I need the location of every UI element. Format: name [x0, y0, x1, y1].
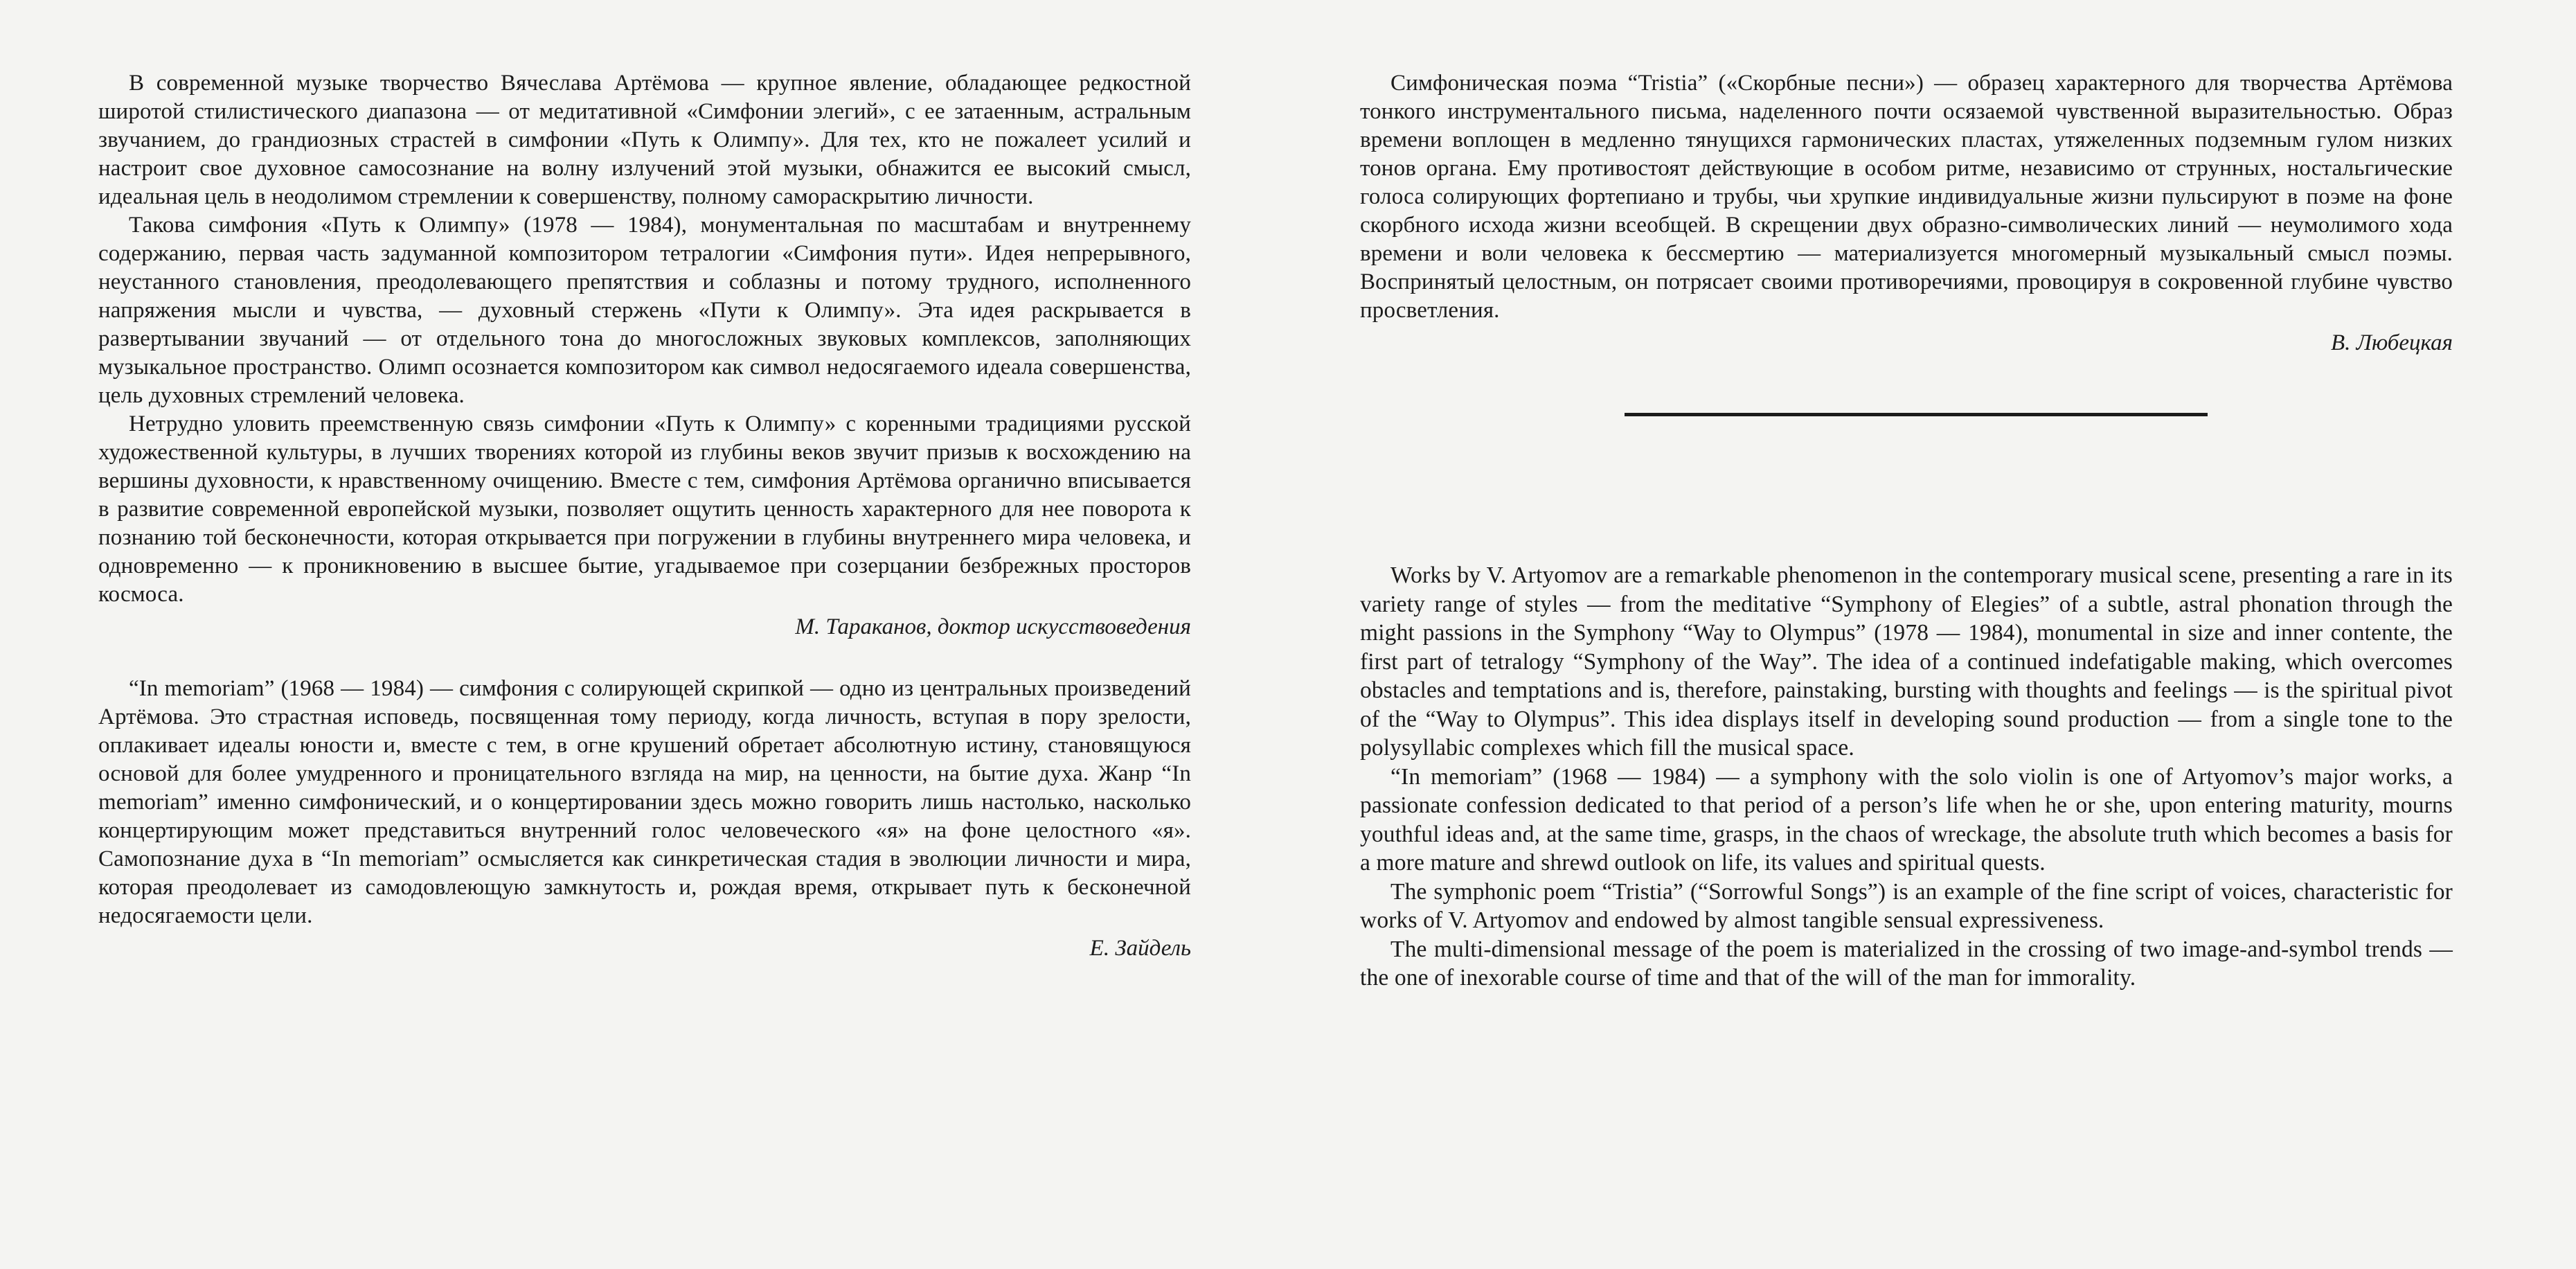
paragraph: В современной музыке творчество Вячеслава Артёмова — крупное явление, обладающее редкостной широтой стилистического диапазона — от медитативной «Симфонии элегий», с ее затаенным, астральным звучанием, до грандиозных страстей в симфонии «Путь к Олимпу». Для тех, кто не пожалеет усилий и настроит свое духовное самосознание на волну излучений этой музыки, обнажится ее высокий смысл, идеальная цель в неодолимом стремлении к совершенству, полному самораскрытию личности.	[98, 71, 1191, 209]
paragraph: Works by V. Artyomov are a remarkable phenomenon in the contemporary musical scene, presenting a rare in its variety range of styles — from the meditative “Symphony of Elegies” of a subtle, astral phonation through the might passions in the Symphony “Way to Olympus” (1978 — 1984), monumental in size and inner contente, the first part of tetralogy “Symphony of the Way”. The idea of a continued indefatigable making, which overcomes obstacles and temptations and is, therefore, painstaking, bursting with thoughts and feelings — is the spiritual pivot of the “Way to Olympus”. This idea displays itself in developing sound production — from a single tone to the polysyllabic complexes which fill the musical space.	[1360, 562, 2453, 761]
paragraph: Нетрудно уловить преемственную связь симфонии «Путь к Олимпу» с коренными традициями русской художественной культуры, в лучших творениях которой из глубины веков звучит призыв к восхождению на вершины духовности, к нравственному очищению. Вместе с тем, симфония Артёмова органично вписывается в развитие современной европейской музыки, позволяет ощутить ценность характерного для нее поворота к познанию той бесконечности, которая открывается при погружении в глубины внутреннего мира человека, и одновременно — к проникновению в высшее бытие, угадываемое при созерцании безбрежных просторов космоса.	[98, 411, 1191, 607]
paragraph: Такова симфония «Путь к Олимпу» (1978 — 1984), монументальная по масштабам и внутреннему содержанию, первая часть задуманной композитором тетралогии «Симфония пути». Идея непрерывного, неустанного становления, преодолевающего препятствия и соблазны и потому трудного, исполненного напряжения мысли и чувства, — духовный стержень «Пути к Олимпу». Эта идея раскрывается в развертывании звучаний — от отдельного тона до многосложных звуковых комплексов, заполняющих музыкальное пространство. Олимп осознается композитором как символ недосягаемого идеала совершенства, цель духовных стремлений человека.	[98, 213, 1191, 408]
paragraph: “In memoriam” (1968 — 1984) — симфония с солирующей скрипкой — одно из центральных произведений Артёмова. Это страстная исповедь, посвященная тому периоду, когда личность, вступая в пору зрелости, оплакивает идеалы юности и, вместе с тем, в огне крушений обретает абсолютную истину, становящуюся основой для более умудренного и проницательного взгляда на мир, на ценности, на бытие духа. Жанр “In memoriam” именно симфонический, и о концертировании здесь можно говорить лишь настолько, насколько концертирующим может представиться внутренний голос человеческого «я» на фоне целостного «я». Самопознание духа в “In memoriam” осмысляется как синкретическая стадия в эволюции личности и мира, которая преодолевает из самодовлеющую замкнутость и, рождая время, открывает путь к бесконечной недосягаемости цели.	[98, 676, 1191, 928]
paragraph: Симфоническая поэма “Tristia” («Скорбные песни») — образец характерного для творчества Артёмова тонкого инструментального письма, наделенного почти осязаемой чувственной выразительностью. Образ времени воплощен в медленно тянущихся гармонических пластах, утяжеленных подземным гулом низких тонов органа. Ему противостоят действующие в особом ритме, независимо от струнных, ностальгические голоса солирующих фортепиано и трубы, чьи хрупкие индивидуальные жизни пульсируют в поэме на фоне скорбного исхода жизни всеобщей. В скрещении двух образно-символических линий — неумолимого хода времени и воли человека к бессмертию — материализуется многомерный музыкальный смысл поэмы. Воспринятый целостным, он потрясает своими противоречиями, провоцируя в сокровенной глубине чувство просветления.	[1360, 71, 2453, 323]
paragraph: “In memoriam” (1968 — 1984) — a symphony with the solo violin is one of Artyomov’s major works, a passionate confession dedicated to that period of a person’s life when he or she, upon entering maturity, mourns youthful ideas and, at the same time, grasps, in the chaos of wreckage, the absolute truth which becomes a basis for a more mature and shrewd outlook on life, its values and spiritual quests.	[1360, 763, 2453, 876]
paragraph: The multi-dimensional message of the poem is materialized in the crossing of two image-and-symbol trends — the one of inexorable course of time and that of the will of the man for immorality.	[1360, 936, 2453, 991]
article-lyubetskaya	[1360, 69, 2453, 357]
author-signature: М. Тараканов, доктор искусствоведения	[795, 614, 1191, 639]
left-column	[98, 69, 1191, 963]
right-column	[1360, 69, 2453, 993]
paragraph: The symphonic poem “Tristia” (“Sorrowful Songs”) is an example of the fine script of voices, characteristic for works of V. Artyomov and endowed by almost tangible sensual expressiveness.	[1360, 878, 2453, 933]
article-zaidel	[98, 675, 1191, 963]
author-signature: В. Любецкая	[2330, 330, 2453, 355]
section-divider	[1625, 413, 2208, 416]
english-article	[1360, 561, 2453, 993]
author-signature: Е. Зайдель	[1089, 936, 1191, 961]
article-tarakanov	[98, 69, 1191, 641]
